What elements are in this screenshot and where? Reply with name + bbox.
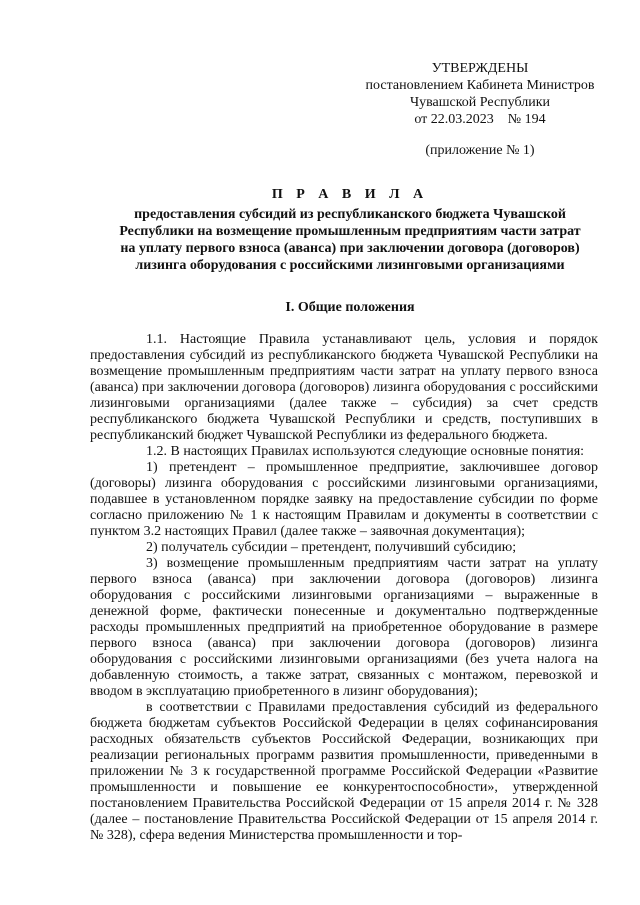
paragraph-1-2: 1.2. В настоящих Правилах используются следующие основные понятия: [146, 444, 585, 459]
definition-3: 3) возмещение промышленным предприятиям части затрат на уплату первого взноса (аванса) при заключении договора (договоров) лизинга оборудования с российскими лизинговыми организациями – выраженные в денежной форме, фактически понесенные и документально подтвержденные расходы промышленных предприятий на приобретенное оборудование в размере первого взноса (аванса) при заключении договора (договоров) лизинга оборудования с российскими лизинговыми организациями (без учета налога на добавленную стоимость, а также затрат, связанных с монтажом, перевозкой и вводом в эксплуатацию приобретенного в лизинг оборудования); [90, 556, 598, 699]
approval-heading: УТВЕРЖДЕНЫ [431, 61, 529, 76]
title-line-2: Республики на возмещение промышленным предприятиям части затрат [119, 224, 581, 239]
definition-2: 2) получатель субсидии – претендент, получивший субсидию; [146, 540, 517, 555]
paragraph-1-1: 1.1. Настоящие Правила устанавливают цель, условия и порядок предоставления субсидий из республиканского бюджета Чувашской Республики на возмещение промышленным предприятиям части затрат на уплату первого взноса (аванса) при заключении договора (договоров) лизинга оборудования с российскими лизинговыми организациями (далее также – субсидия) за счет средств республиканского бюджета Чувашской Республики и средств, поступивших в республиканский бюджет Чувашской Республики из федерального бюджета. [90, 332, 598, 443]
document-title [90, 186, 610, 274]
appendix-note: (приложение № 1) [425, 143, 535, 158]
approval-date-number: от 22.03.2023 № 194 [414, 112, 546, 127]
title-line-1: предоставления субсидий из республиканского бюджета Чувашской [134, 207, 566, 222]
title-heading: П Р А В И Л А [271, 187, 429, 202]
approval-authority: постановлением Кабинета Министров [365, 78, 595, 93]
title-line-3: на уплату первого взноса (аванса) при заключении договора (договоров) [120, 241, 580, 256]
paragraph-continuation: в соответствии с Правилами предоставления субсидий из федерального бюджета бюджетам субъектов Российской Федерации в целях софинансирования расходных обязательств субъектов Российской Федерации, возникающих при реализации региональных программ развития промышленности, приведенными в приложении № 3 к государственной программе Российской Федерации «Развитие промышленности и повышение ее конкурентоспособности», утвержденной постановлением Правительства Российской Федерации от 15 апреля 2014 г. № 328 (далее – постановление Правительства Российской Федерации от 15 апреля 2014 г. № 328), сфера ведения Министерства промышленности и тор- [90, 700, 598, 843]
definition-1: 1) претендент – промышленное предприятие, заключившее договор (договоры) лизинга оборудования с российскими лизинговыми организациями, подавшее в установленном порядке заявку на предоставление субсидии по форме согласно приложению № 1 к настоящим Правилам и документы в соответствии с пунктом 3.2 настоящих Правил (далее также – заявочная документация); [90, 460, 598, 539]
body-text [90, 332, 598, 844]
section-heading: I. Общие положения [285, 300, 415, 315]
title-line-4: лизинга оборудования с российскими лизинговыми организациями [135, 258, 565, 273]
approval-stamp [360, 60, 600, 128]
approval-region: Чувашской Республики [409, 95, 551, 110]
